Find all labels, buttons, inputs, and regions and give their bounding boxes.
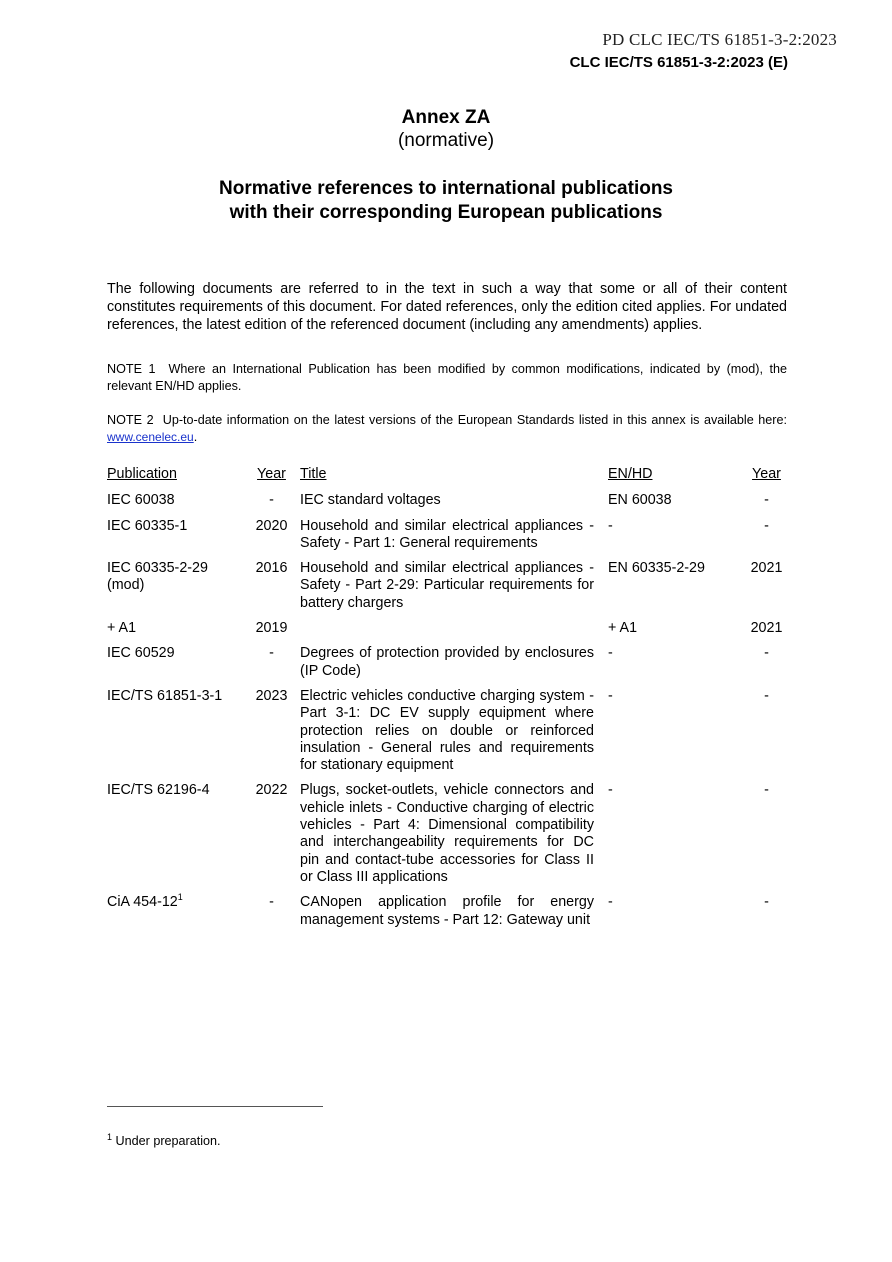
footnote bbox=[107, 1132, 221, 1148]
cell-title: Degrees of protection provided by enclosures (IP Code) bbox=[300, 645, 594, 679]
cell-publication: IEC 60529 bbox=[107, 645, 175, 662]
cell-year: - bbox=[269, 894, 274, 911]
note-2 bbox=[107, 412, 787, 446]
cell-title: CANopen application profile for energy management systems - Part 12: Gateway unit bbox=[300, 894, 594, 928]
cell-en-hd: EN 60038 bbox=[608, 492, 672, 509]
cell-year: 2019 bbox=[255, 620, 288, 637]
cell-publication: IEC/TS 61851-3-1 bbox=[107, 687, 223, 704]
section-heading-line-2: with their corresponding European publications bbox=[229, 202, 663, 223]
cell-title: IEC standard voltages bbox=[300, 492, 441, 509]
cell-publication: IEC 60335-2-29 (mod) bbox=[107, 560, 208, 594]
cell-year-2: - bbox=[764, 492, 769, 509]
cell-en-hd: - bbox=[608, 894, 613, 911]
footnote-marker: 1 bbox=[177, 892, 183, 903]
cell-year-2: - bbox=[764, 894, 769, 911]
footnote-number: 1 bbox=[107, 1132, 113, 1142]
cell-publication bbox=[104, 894, 246, 937]
table-row bbox=[104, 645, 787, 688]
cell-year: - bbox=[269, 492, 274, 509]
references-table bbox=[104, 466, 787, 937]
header-year-2: Year bbox=[752, 466, 781, 482]
footnote-text: Under preparation. bbox=[112, 1134, 221, 1149]
cell-en-hd: EN 60335-2-29 bbox=[608, 560, 705, 577]
annex-title: Annex ZA bbox=[401, 107, 491, 128]
cell-year-2: - bbox=[764, 517, 769, 534]
table-row bbox=[104, 688, 787, 782]
cell-year: 2022 bbox=[255, 782, 288, 799]
cell-year: - bbox=[269, 645, 274, 662]
note-1: NOTE 1 Where an International Publication has been modified by common modifications, indicated by (mod), the relevant EN/HD applies. bbox=[107, 362, 787, 393]
cell-title: Household and similar electrical appliances - Safety - Part 1: General requirements bbox=[300, 517, 594, 551]
cell-title: Household and similar electrical appliances - Safety - Part 2-29: Particular requirements for battery chargers bbox=[300, 560, 594, 611]
document-id-header: PD CLC IEC/TS 61851-3-2:2023 bbox=[602, 30, 837, 49]
cell-year-2: - bbox=[764, 645, 769, 662]
cell-en-hd: - bbox=[608, 687, 613, 704]
cell-en-hd: + A1 bbox=[608, 620, 638, 637]
table-header-row bbox=[104, 466, 787, 492]
cell-publication: + A1 bbox=[107, 620, 137, 637]
cell-year-2: - bbox=[764, 782, 769, 799]
table-row bbox=[104, 560, 787, 620]
table-row bbox=[104, 492, 787, 517]
cell-en-hd: - bbox=[608, 645, 613, 662]
footnote-divider bbox=[107, 1106, 323, 1107]
header-title: Title bbox=[300, 466, 327, 482]
cell-year-2: 2021 bbox=[750, 560, 783, 577]
cell-title: Electric vehicles conductive charging system - Part 3-1: DC EV supply equipment where protection relies on double or reinforced insulation - General rules and requirements for stationary equipment bbox=[300, 687, 594, 774]
note-2-text: NOTE 2 Up-to-date information on the latest versions of the European Standards listed in this annex is available here: bbox=[107, 413, 787, 427]
cell-year-2: - bbox=[764, 687, 769, 704]
cell-year: 2016 bbox=[255, 560, 288, 577]
cell-year: 2020 bbox=[255, 517, 288, 534]
cell-en-hd: - bbox=[608, 517, 613, 534]
cell-year: 2023 bbox=[255, 687, 288, 704]
annex-type: (normative) bbox=[397, 130, 495, 151]
intro-paragraph: The following documents are referred to in the text in such a way that some or all of their content constitutes requirements of this document. For dated references, only the edition cited applies. For undated references, the latest edition of the referenced document (including any amendments) applies. bbox=[107, 281, 787, 333]
cell-en-hd: - bbox=[608, 782, 613, 799]
cell-title bbox=[297, 620, 597, 645]
table-row bbox=[104, 782, 787, 894]
note-2-end: . bbox=[193, 430, 198, 444]
header-en-hd: EN/HD bbox=[608, 466, 653, 482]
cell-title: Plugs, socket-outlets, vehicle connectors and vehicle inlets - Conductive charging of electric vehicles - Part 4: Dimensional compatibility and interchangeability requirements for DC pin and contact-tube accessories for Class II or Class III applications bbox=[300, 782, 594, 885]
cell-year-2: 2021 bbox=[750, 620, 783, 637]
cenelec-link[interactable]: www.cenelec.eu bbox=[107, 430, 194, 444]
header-year: Year bbox=[257, 466, 286, 482]
header-publication: Publication bbox=[107, 466, 177, 482]
cell-publication: IEC 60038 bbox=[107, 492, 175, 509]
cell-publication-text: CiA 454-12 bbox=[107, 894, 178, 911]
table-row bbox=[104, 894, 787, 937]
cell-publication: IEC 60335-1 bbox=[107, 517, 188, 534]
section-heading-line-1: Normative references to international publications bbox=[219, 178, 673, 199]
section-heading bbox=[0, 177, 892, 225]
cell-publication: IEC/TS 62196-4 bbox=[107, 782, 210, 799]
table-row bbox=[104, 518, 787, 561]
document-sub-header: CLC IEC/TS 61851-3-2:2023 (E) bbox=[569, 54, 788, 71]
table-row bbox=[104, 620, 787, 645]
